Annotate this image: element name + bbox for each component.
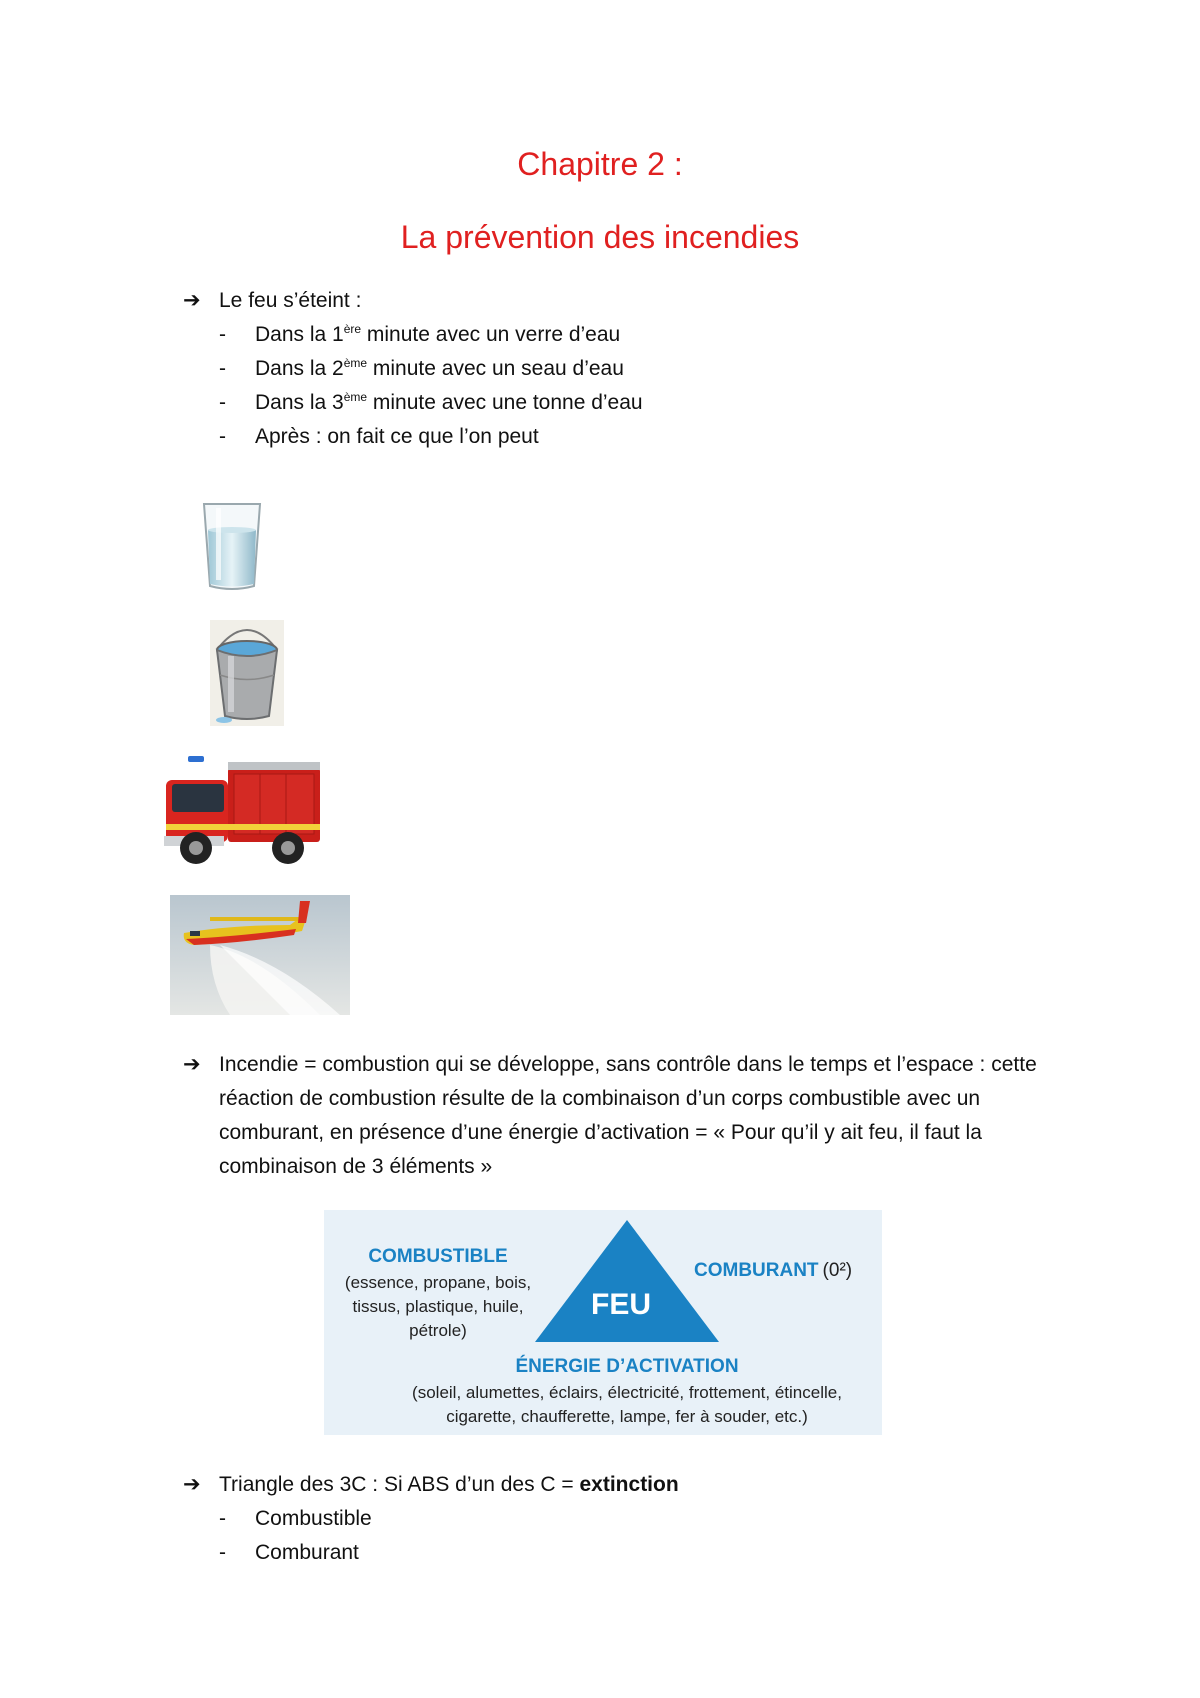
comburant-title: COMBURANT (0²) [694,1260,853,1281]
extinction-time-list [219,318,643,454]
bucket-of-water-image [210,620,284,726]
list-item: - Combustible [219,1502,372,1536]
fire-truck-image [164,752,326,870]
combustible-title: COMBUSTIBLE [368,1246,508,1267]
list-item: - Dans la 2ème minute avec un seau d’eau [219,352,643,386]
energie-examples-2: cigarette, chaufferette, lampe, fer à souder, etc.) [446,1407,808,1426]
combustible-examples-2: tissus, plastique, huile, [352,1297,524,1316]
combustible-examples-3: pétrole) [409,1321,467,1340]
glass-of-water-image [200,500,264,592]
bullet-incendie-arrow [183,1048,219,1082]
bullet-feu-eteint [183,284,361,318]
comburant-note: (0²) [822,1260,853,1281]
fire-triangle-diagram [324,1210,882,1435]
arrow-icon: ➔ [183,1053,201,1076]
arrow-icon: ➔ [183,289,201,312]
bullet-triangle-3c: ➔ Triangle des 3C : Si ABS d’un des C = extinction [183,1468,679,1502]
incendie-definition: Incendie = combustion qui se développe, sans contrôle dans le temps et l’espace : cette réaction de combustion résulte de la combinaison d’un corps combustible avec un comburant, en présence d’une énergie d’activation = « Pour qu’il y ait feu, il faut la combinaison de 3 éléments » [219,1053,1037,1178]
arrow-icon: ➔ [183,1473,201,1496]
chapter-heading: Chapitre 2 : [517,146,683,182]
extinction-word: extinction [579,1473,679,1496]
list-item: - Dans la 3ème minute avec une tonne d’eau [219,386,643,420]
fire-triangle-svg [324,1210,882,1435]
list-item: - Après : on fait ce que l’on peut [219,420,643,454]
list-item: - Comburant [219,1536,372,1570]
list-item: - Dans la 1ère minute avec un verre d’eau [219,318,643,352]
bullet-heading: Le feu s’éteint : [219,289,362,312]
page-title: La prévention des incendies [400,219,800,255]
three-c-list [219,1502,372,1570]
energie-title: ÉNERGIE D’ACTIVATION [515,1356,739,1377]
water-bomber-plane-image [170,895,350,1015]
energie-examples-1: (soleil, alumettes, éclairs, électricité, frottement, étincelle, [412,1383,842,1402]
combustible-examples-1: (essence, propane, bois, [344,1273,532,1292]
triangle-center-label: FEU [591,1288,651,1321]
